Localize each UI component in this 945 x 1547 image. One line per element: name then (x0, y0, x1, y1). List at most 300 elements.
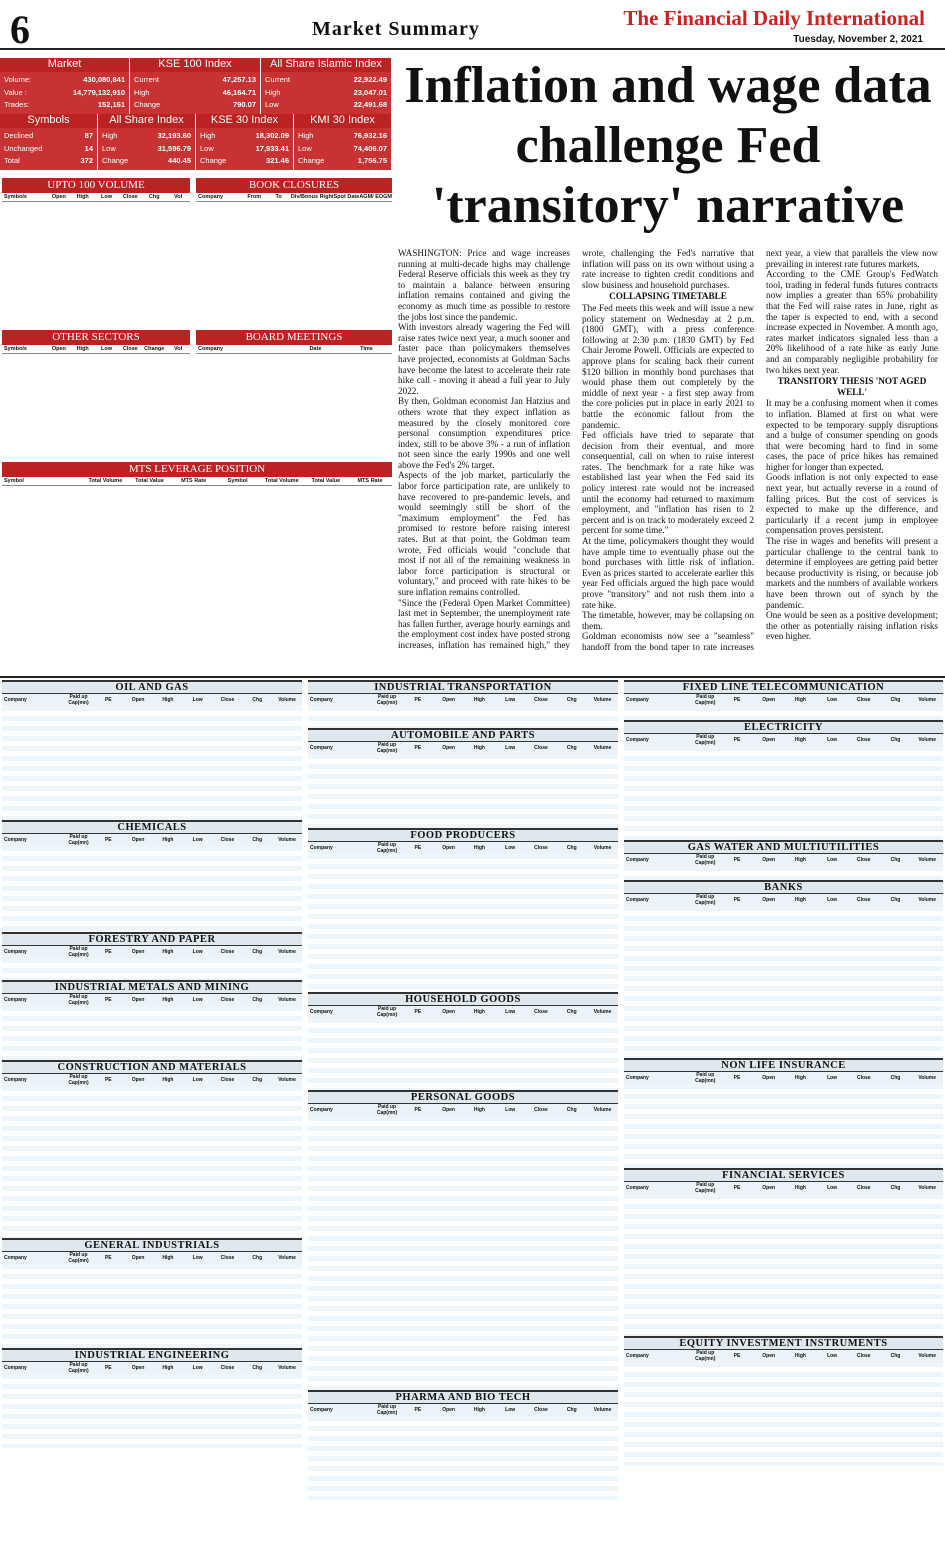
column-header: PE (733, 1353, 741, 1359)
label: High (102, 131, 118, 140)
column-header: Chg (252, 1077, 263, 1083)
sector-table (624, 1168, 943, 1336)
sector-rows (308, 854, 618, 992)
column-header: PE (104, 1077, 112, 1083)
column-header: Chg (890, 897, 901, 903)
sector-rows (308, 706, 618, 728)
column-header: Open (131, 837, 145, 843)
sector-columns (2, 1252, 302, 1264)
column-header: High (794, 857, 806, 863)
column-header: Volume (278, 1365, 296, 1371)
allshare-box (98, 114, 196, 170)
kse30-box (196, 114, 294, 170)
column-header: Open (762, 857, 776, 863)
column-header: High (473, 1009, 485, 1015)
value: 1,756.75 (357, 156, 387, 165)
col: MTS Rate (357, 478, 383, 484)
paragraph: Aspects of the job market, particularly the labor force participation rate, are unlikely to have recovered to pre-pandemic levels, and would seemingly still be short of the "maximum employment" the Fed has promised to restore before raising interest rates. But at that point, the Goldman team wrote, Fed officials would "conclude that most if not all of the remaining weakness in labor force participation is structural or voluntary," and proceed with rate hikes to be sure inflation remains controlled. (398, 470, 570, 597)
column-header: Paid up Cap(mn) (695, 1350, 716, 1362)
board-meetings-header (196, 345, 392, 354)
column-header: Volume (278, 837, 296, 843)
col: Date (309, 346, 322, 352)
column-header: Chg (252, 1255, 263, 1261)
sector-table (308, 828, 618, 992)
label: Total (4, 156, 20, 165)
column-header: PE (733, 857, 741, 863)
column-header: Low (192, 1365, 203, 1371)
column-header: Close (534, 1107, 548, 1113)
market-row-2 (0, 114, 392, 170)
upto100-panel (2, 178, 190, 328)
col: Open (51, 346, 66, 352)
label: Unchanged (4, 143, 43, 153)
value: 14 (84, 143, 93, 153)
col: Spot Date (333, 194, 360, 200)
allshare-islamic-box (261, 58, 392, 114)
sector-column-3 (624, 680, 943, 1545)
label: Change (102, 156, 129, 165)
col: Symbols (4, 346, 27, 352)
column-header: Chg (890, 1185, 901, 1191)
label: High (298, 131, 314, 140)
column-header: PE (104, 949, 112, 955)
sector-table (308, 1090, 618, 1390)
column-header: PE (104, 697, 112, 703)
paragraph: At the time, policymakers thought they would have ample time to eventually phase out the bond purchases with little risk of inflation. Even as prices started to accelerate earlier this year Fed officials argued the high pace would prove "transitory" and not rush them into a rate hike. (582, 536, 754, 610)
column-header: High (162, 1077, 174, 1083)
label: High (200, 131, 216, 140)
column-header: Paid up Cap(mn) (376, 694, 398, 706)
column-header: Chg (252, 837, 263, 843)
sector-title: AUTOMOBILE AND PARTS (308, 728, 618, 742)
value: 74,406.07 (353, 143, 387, 153)
value: 32,193.60 (157, 131, 191, 140)
column-header: Chg (566, 745, 577, 751)
column-header: PE (414, 697, 422, 703)
divider (0, 676, 945, 678)
book-closures-title: BOOK CLOSURES (196, 178, 392, 193)
column-header: Close (220, 1255, 235, 1261)
sector-title: FOOD PRODUCERS (308, 828, 618, 842)
sector-title: HOUSEHOLD GOODS (308, 992, 618, 1006)
value: 46,164.71 (222, 87, 256, 97)
sector-rows (624, 1084, 943, 1168)
paragraph: The Fed meets this week and will issue a new policy statement on Wednesday at 2 p.m. (1800 GMT), with a press conference following at 2:30 p.m. (1830 GMT) by Fed Chair Jerome Powell. Officials are expected to approve plans for scaling back their current $120 billion in monthly bond purchases that would phase them out completely by the middle of next year - a first step away from the core policies put in place in early 2021 to battle the economic fallout from the pandemic. (582, 302, 754, 430)
sector-title: FORESTRY AND PAPER (2, 932, 302, 946)
column-header: Open (762, 1353, 776, 1359)
column-header: Low (505, 697, 516, 703)
label: Low (102, 143, 116, 153)
column-header: PE (414, 745, 422, 751)
sector-title: PHARMA AND BIO TECH (308, 1390, 618, 1404)
column-header: Company (626, 897, 649, 903)
column-header: Volume (278, 949, 296, 955)
sector-title: BANKS (624, 880, 943, 894)
sector-columns (624, 894, 943, 906)
sector-columns (2, 946, 302, 958)
sector-columns (624, 854, 943, 866)
sector-title: OIL AND GAS (2, 680, 302, 694)
column-header: Company (310, 1009, 333, 1015)
sector-rows (308, 1116, 618, 1390)
value: 76,932.16 (353, 131, 387, 140)
column-header: PE (414, 845, 422, 851)
column-header: Open (442, 845, 455, 851)
sector-columns (2, 994, 302, 1006)
sector-title: CHEMICALS (2, 820, 302, 834)
label: Current (134, 75, 160, 84)
other-sectors-header (2, 345, 190, 354)
column-header: Paid up Cap(mn) (376, 1104, 398, 1116)
column-header: High (473, 1407, 485, 1413)
column-header: Close (856, 1353, 871, 1359)
sector-rows (624, 1362, 943, 1466)
sector-columns (2, 694, 302, 706)
column-header: Volume (593, 1407, 612, 1413)
market-summary (0, 58, 392, 170)
column-header: Low (505, 745, 516, 751)
sector-table (624, 880, 943, 1058)
value: 14,779,132,910 (72, 87, 125, 97)
column-header: Chg (252, 1365, 263, 1371)
column-header: Chg (252, 997, 263, 1003)
upto100-title: UPTO 100 VOLUME (2, 178, 190, 193)
col: Vol (173, 346, 183, 352)
paragraph: WASHINGTON: Price and wage increases running at multi-decade highs may challenge Federal Reserve officials this week as they try to maintain a balance between ensuring inflation remains contained and giving the economy as much time as possible to restore the jobs lost since the pandemic. (398, 248, 570, 322)
sector-table (2, 680, 302, 820)
other-sectors-panel (2, 330, 190, 458)
column-header: High (794, 1075, 806, 1081)
column-header: Volume (278, 1255, 296, 1261)
sector-table (2, 1348, 302, 1448)
sector-rows (2, 706, 302, 820)
sector-title: GENERAL INDUSTRIALS (2, 1238, 302, 1252)
column-header: Low (827, 857, 838, 863)
column-header: Volume (593, 697, 612, 703)
sector-columns (624, 694, 943, 706)
sector-rows (2, 1264, 302, 1348)
sector-table (308, 680, 618, 728)
column-header: Low (192, 697, 203, 703)
column-header: High (473, 745, 485, 751)
label: Volume: (4, 75, 32, 84)
column-header: Company (310, 1407, 333, 1413)
column-header: Paid up Cap(mn) (68, 1074, 89, 1086)
sector-table (2, 1060, 302, 1238)
col: Symbols (4, 194, 27, 200)
column-header: Close (856, 857, 871, 863)
column-header: Close (534, 1009, 548, 1015)
column-header: Close (534, 745, 548, 751)
column-header: Paid up Cap(mn) (68, 694, 89, 706)
column-header: Low (192, 997, 203, 1003)
column-header: Company (626, 1185, 649, 1191)
column-header: Chg (566, 697, 577, 703)
value: 321.46 (266, 156, 289, 165)
col: Low (101, 346, 113, 352)
board-meetings-title: BOARD MEETINGS (196, 330, 392, 345)
column-header: PE (733, 897, 741, 903)
value: 87 (84, 131, 93, 140)
sector-table (308, 728, 618, 828)
value: 440.45 (168, 156, 191, 165)
label: Current (265, 75, 291, 84)
column-header: Company (626, 1353, 649, 1359)
column-header: High (162, 697, 174, 703)
col: High (76, 194, 89, 200)
column-header: High (473, 1107, 485, 1113)
label: Change (298, 156, 325, 165)
column-header: Paid up Cap(mn) (376, 1006, 398, 1018)
column-header: Low (827, 1185, 838, 1191)
label: High (265, 87, 281, 97)
kse100-box (130, 58, 261, 114)
column-header: Volume (593, 845, 612, 851)
sector-rows (624, 906, 943, 1058)
column-header: Close (534, 697, 548, 703)
sector-title: FIXED LINE TELECOMMUNICATION (624, 680, 943, 694)
sector-columns (624, 734, 943, 746)
column-header: Company (626, 737, 649, 743)
allshare-islamic-title: All Share Islamic Index (261, 58, 391, 72)
column-header: Company (4, 1255, 27, 1261)
col: Symbol (4, 478, 24, 484)
column-header: Low (505, 1107, 516, 1113)
column-header: PE (414, 1107, 422, 1113)
label: Change (134, 100, 161, 109)
column-header: Close (220, 697, 235, 703)
sector-columns (308, 694, 618, 706)
column-header: PE (733, 1185, 741, 1191)
column-header: Close (220, 837, 235, 843)
col: Low (101, 194, 113, 200)
column-header: Paid up Cap(mn) (695, 1182, 716, 1194)
value: 22,922.49 (353, 75, 387, 84)
sector-rows (2, 1086, 302, 1238)
symbols-title: Symbols (0, 114, 97, 128)
column-header: Volume (278, 1077, 296, 1083)
headline: Inflation and wage data challenge Fed 'transitory' narrative (404, 57, 932, 234)
column-header: Low (827, 1353, 838, 1359)
col: AGM/ EOGM (359, 194, 393, 200)
column-header: Open (762, 697, 776, 703)
column-header: Chg (890, 697, 901, 703)
column-header: Open (131, 1365, 145, 1371)
sector-rows (2, 1006, 302, 1060)
column-header: High (162, 1255, 174, 1261)
column-header: Volume (593, 1107, 612, 1113)
sector-rows (624, 866, 943, 880)
col: From (247, 194, 262, 200)
column-header: Open (762, 897, 776, 903)
value: 790.07 (233, 100, 256, 109)
paragraph: The timetable, however, may be collapsing on them. (582, 610, 754, 631)
market-box-title: Market (0, 58, 129, 72)
paragraph: Goldman economists now see a "seamless" handoff from the bond taper to rate increases next year, a view that parallels the view now prevailing in interest rate futures markets. (582, 248, 938, 652)
sector-columns (624, 1182, 943, 1194)
symbols-box (0, 114, 98, 170)
column-header: High (162, 1365, 174, 1371)
sector-columns (2, 834, 302, 846)
sector-title: ELECTRICITY (624, 720, 943, 734)
column-header: Company (4, 997, 27, 1003)
sector-table (624, 1058, 943, 1168)
column-header: Open (442, 697, 455, 703)
column-header: Company (310, 697, 333, 703)
paragraph: Fed officials have tried to separate that decision from their eventual, and more consequential, call on when to raise interest rates. The benchmark for a rate hike was established last year when the Fed said its policy interest rate would not be increased until the economy had returned to maximum employment, and "inflation has risen to 2 percent and is on track to moderately exceed 2 percent for some time." (582, 430, 754, 536)
column-header: Open (442, 745, 455, 751)
column-header: High (794, 897, 806, 903)
column-header: High (794, 697, 806, 703)
sector-table (308, 1390, 618, 1500)
col: To (275, 194, 282, 200)
column-header: Open (131, 1255, 145, 1261)
column-header: Open (442, 1407, 455, 1413)
column-header: Company (310, 745, 333, 751)
column-header: Low (505, 1407, 516, 1413)
column-header: Close (856, 1075, 871, 1081)
column-header: Close (856, 737, 871, 743)
subheading: TRANSITORY THESIS 'NOT AGED WELL' (777, 376, 927, 397)
column-header: Volume (593, 1009, 612, 1015)
column-header: High (794, 1185, 806, 1191)
sector-table (2, 1238, 302, 1348)
column-header: Chg (890, 737, 901, 743)
sector-table (308, 992, 618, 1090)
column-header: Open (442, 1107, 455, 1113)
column-header: Volume (278, 997, 296, 1003)
kse30-title: KSE 30 Index (196, 114, 293, 128)
sector-columns (308, 1104, 618, 1116)
column-header: Open (131, 949, 145, 955)
sector-columns (2, 1362, 302, 1374)
column-header: Paid up Cap(mn) (68, 1362, 89, 1374)
column-header: Volume (278, 697, 296, 703)
column-header: PE (104, 997, 112, 1003)
kse100-title: KSE 100 Index (130, 58, 260, 72)
sector-columns (308, 842, 618, 854)
col: Open (51, 194, 66, 200)
paper-date: Tuesday, November 2, 2021 (793, 34, 923, 45)
column-header: Close (534, 845, 548, 851)
column-header: Open (131, 1077, 145, 1083)
column-header: Paid up Cap(mn) (68, 946, 89, 958)
column-header: Close (534, 1407, 548, 1413)
sector-table (2, 820, 302, 932)
page-number: 6 (10, 7, 30, 52)
column-header: Volume (918, 1075, 937, 1081)
column-header: Paid up Cap(mn) (376, 742, 398, 754)
column-header: High (162, 949, 174, 955)
col: Symbol (227, 478, 248, 484)
column-header: Paid up Cap(mn) (68, 834, 89, 846)
book-closures-panel (196, 178, 392, 328)
column-header: High (162, 837, 174, 843)
sector-title: INDUSTRIAL TRANSPORTATION (308, 680, 618, 694)
column-header: Low (505, 1009, 516, 1015)
column-header: Chg (566, 845, 577, 851)
sector-rows (2, 958, 302, 980)
sector-title: EQUITY INVESTMENT INSTRUMENTS (624, 1336, 943, 1350)
sector-title: FINANCIAL SERVICES (624, 1168, 943, 1182)
column-header: Paid up Cap(mn) (695, 894, 716, 906)
column-header: Volume (918, 1185, 937, 1191)
column-header: Paid up Cap(mn) (695, 734, 716, 746)
col: Div/Bonus Right (290, 194, 334, 200)
value: 372 (80, 156, 93, 165)
sector-title: NON LIFE INSURANCE (624, 1058, 943, 1072)
sector-table (2, 980, 302, 1060)
column-header: PE (104, 1365, 112, 1371)
sector-rows (308, 754, 618, 828)
column-header: PE (104, 837, 112, 843)
value: 18,302.09 (255, 131, 289, 140)
column-header: Open (442, 1009, 455, 1015)
board-meetings-panel (196, 330, 392, 458)
col: Company (198, 194, 224, 200)
label: High (134, 87, 150, 97)
sector-table (624, 1336, 943, 1466)
column-header: High (794, 737, 806, 743)
upto100-header (2, 193, 190, 202)
column-header: Chg (890, 1353, 901, 1359)
col: MTS Rate (181, 478, 207, 484)
col: Company (198, 346, 224, 352)
column-header: Low (827, 697, 838, 703)
paragraph: With investors already wagering the Fed will raise rates twice next year, a much sooner and faster pace than policymakers themselves have projected, economists at Goldman Sachs have become the latest to accelerate their rate hike call - moving it ahead a full year to July 2022. (398, 322, 570, 396)
paragraph: One would be seen as a positive development; the other as potentially raising inflation risks even higher. (766, 610, 938, 642)
column-header: Open (131, 997, 145, 1003)
column-header: Chg (566, 1107, 577, 1113)
sector-table (624, 840, 943, 880)
paragraph: It may be a confusing moment when it comes to inflation. Blamed at first on what were expected to be temporary supply disruptions and a bulge of consumer spending on goods that were becoming hard to find in some cases, the pace of price hikes has remained higher for longer than expected. (766, 398, 938, 472)
col: Close (122, 194, 138, 200)
label: Declined (4, 131, 34, 140)
column-header: Close (856, 697, 871, 703)
paragraph: "Since the (Federal Open Market Committee) last met in September, the unemployment rate has fallen further, average hourly earnings and the employment cost index have posted strong increases, inflation has remained high," they wrote, challenging the Fed's narrative that inflation will pass on its own without using a rate increase to tighten credit conditions and slow business and household purchases. (398, 248, 754, 650)
column-header: Chg (890, 857, 901, 863)
book-closures-header (196, 193, 392, 202)
column-header: Company (310, 845, 333, 851)
value: 22,491.68 (353, 100, 387, 109)
sector-columns (624, 1350, 943, 1362)
column-header: Volume (918, 697, 937, 703)
sector-column-1 (2, 680, 302, 1545)
value: 152,161 (97, 100, 125, 109)
sector-rows (308, 1416, 618, 1500)
col: Time (360, 346, 373, 352)
column-header: Close (220, 1077, 235, 1083)
column-header: Low (827, 737, 838, 743)
column-header: Paid up Cap(mn) (695, 694, 716, 706)
column-header: Company (626, 697, 649, 703)
sector-title: PERSONAL GOODS (308, 1090, 618, 1104)
value: 430,080,841 (83, 75, 125, 84)
column-header: Company (4, 697, 27, 703)
column-header: Open (131, 697, 145, 703)
mts-title: MTS LEVERAGE POSITION (2, 462, 392, 477)
column-header: PE (733, 737, 741, 743)
column-header: PE (414, 1009, 422, 1015)
col: Chg (148, 194, 160, 200)
column-header: PE (414, 1407, 422, 1413)
column-header: Close (220, 949, 235, 955)
col: Total Value (135, 478, 164, 484)
value: 47,257.13 (222, 75, 256, 84)
column-header: Chg (252, 949, 263, 955)
column-header: Close (220, 997, 235, 1003)
market-box (0, 58, 130, 114)
